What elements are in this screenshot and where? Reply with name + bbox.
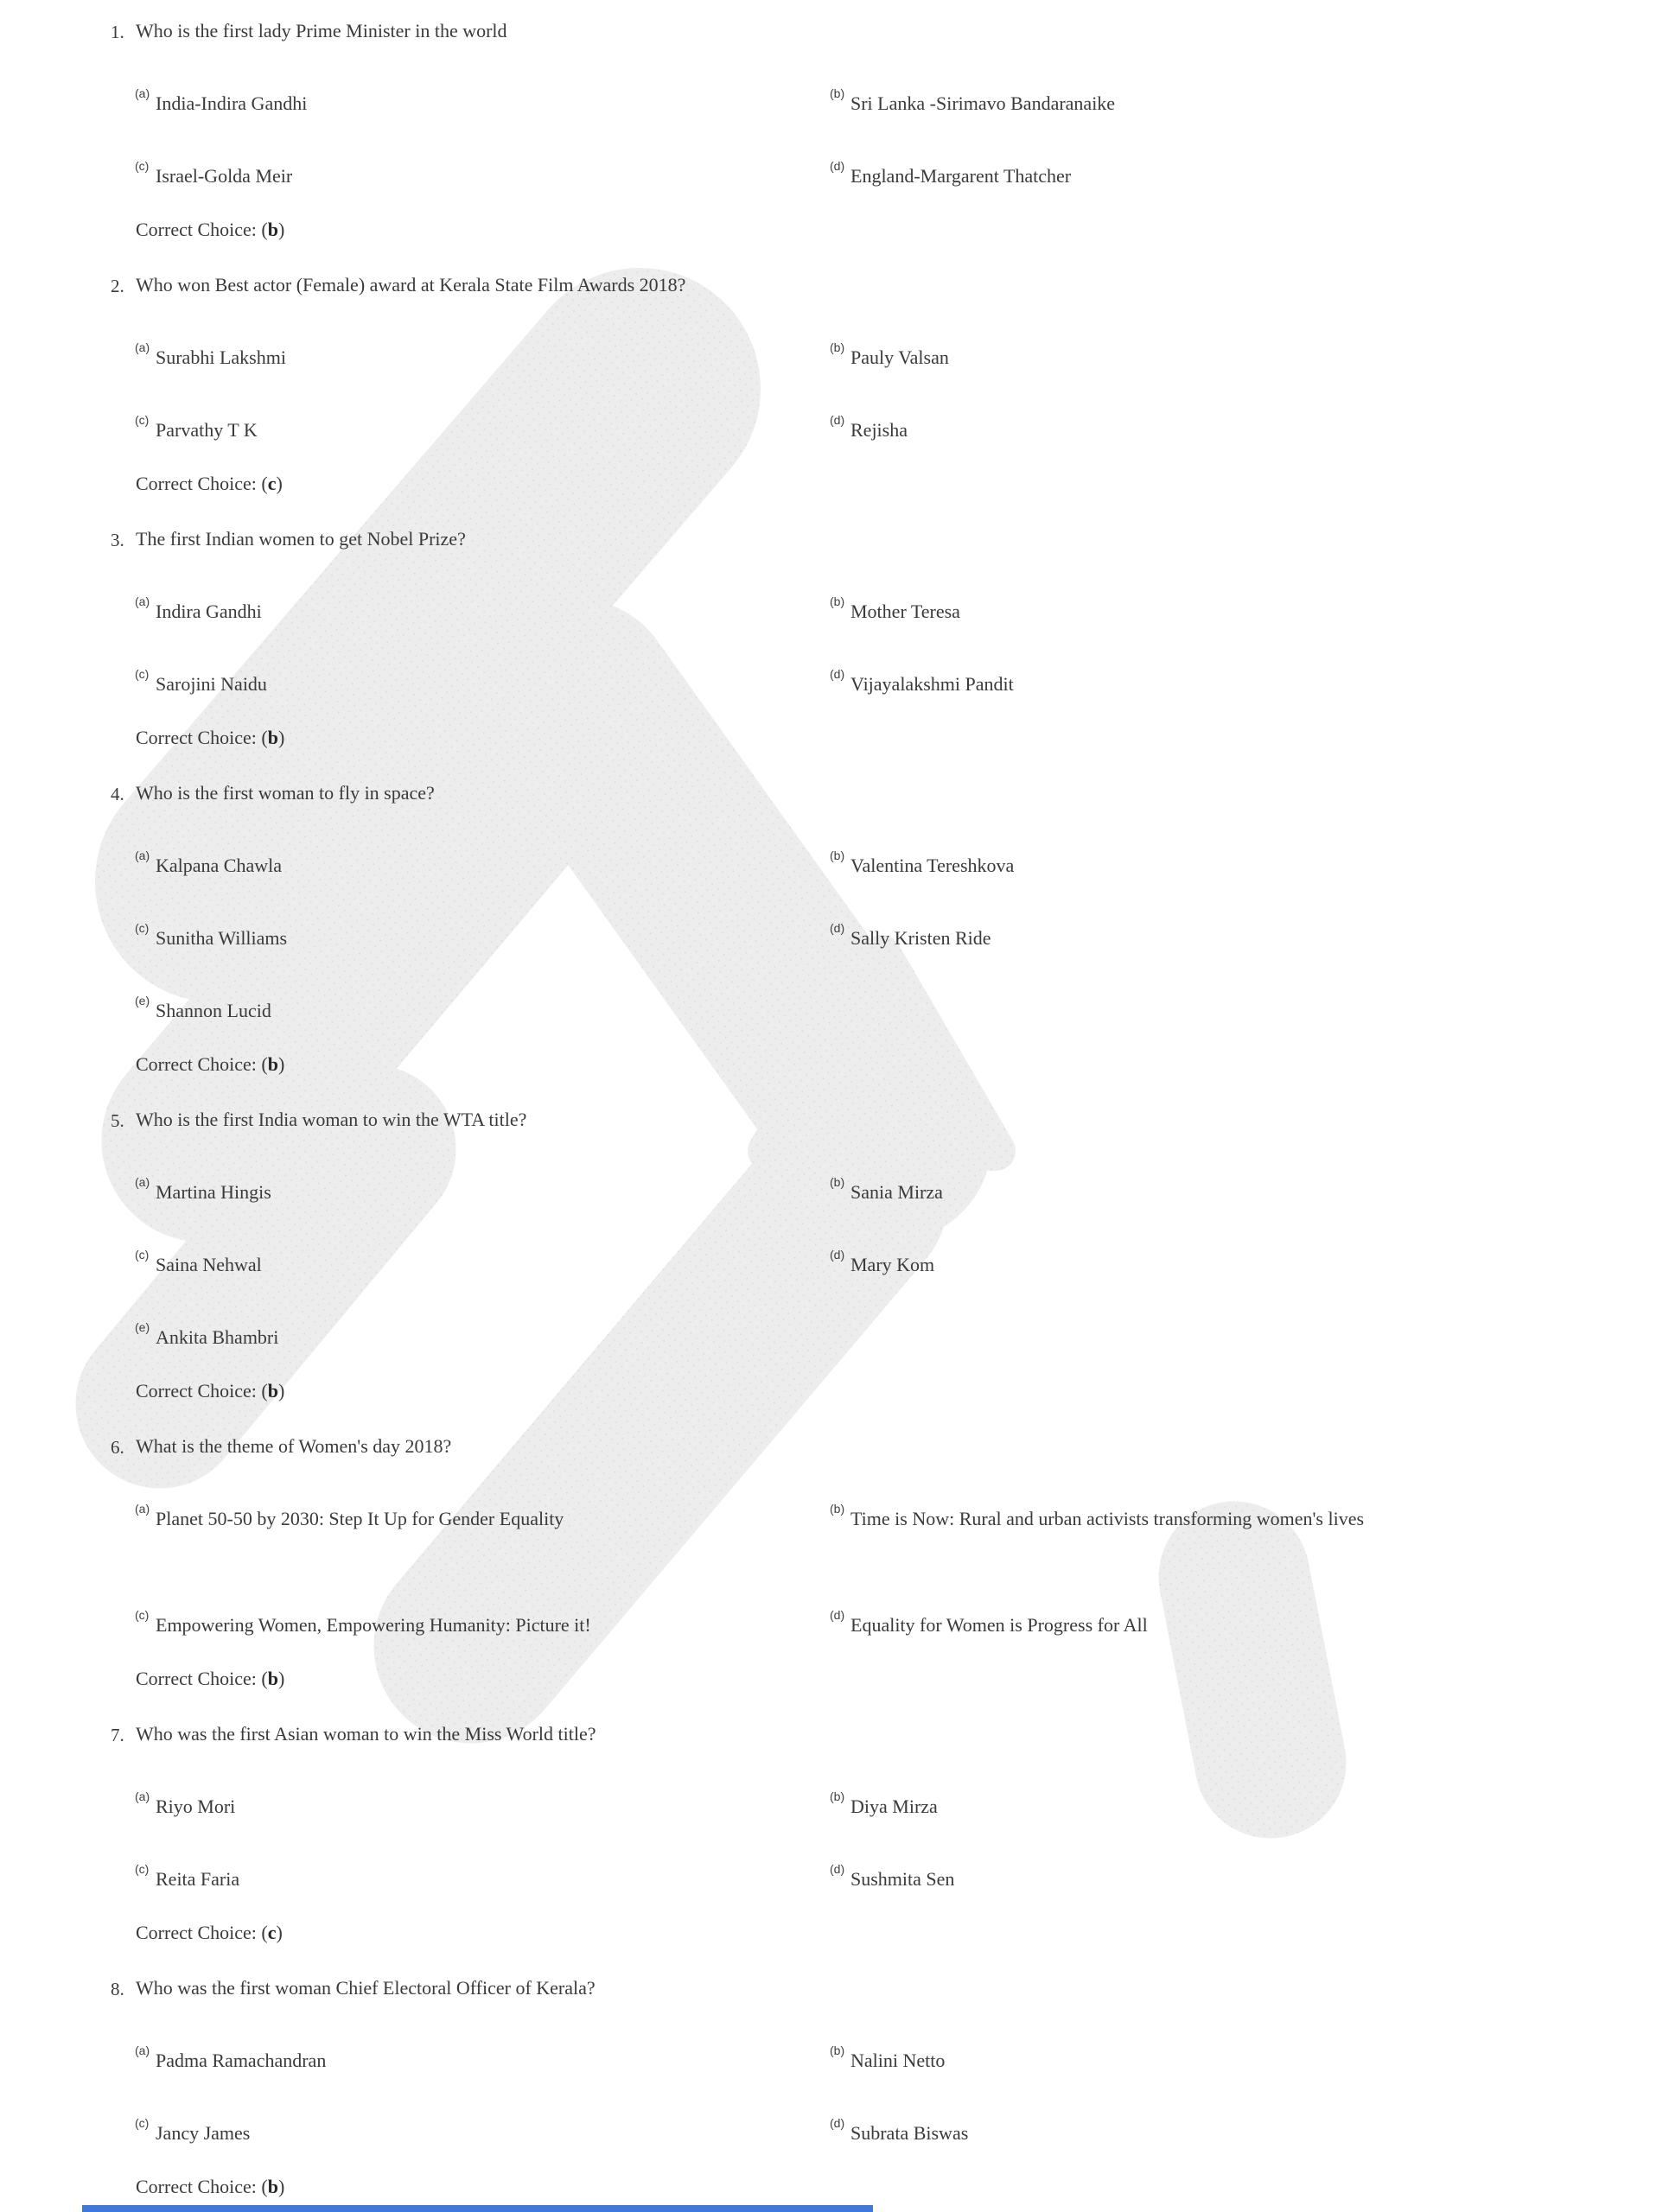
option	[135, 848, 830, 884]
option-row	[135, 848, 1669, 920]
option-label: (e)	[135, 994, 150, 1007]
option	[135, 2043, 830, 2079]
option-text: Subrata Biswas	[850, 2122, 969, 2144]
option-label: (d)	[830, 667, 845, 681]
option	[135, 920, 830, 957]
option-label: (b)	[830, 1789, 845, 1803]
paren-close: )	[277, 2176, 285, 2197]
option	[135, 158, 830, 194]
correct-choice-letter: b	[267, 1380, 278, 1402]
paren-close: )	[277, 1668, 285, 1689]
question-text: What is the theme of Women's day 2018?	[136, 1435, 452, 1457]
option	[135, 993, 830, 1029]
option-text: Rejisha	[850, 419, 908, 441]
option-row	[135, 1174, 1669, 1247]
paren-open: (	[261, 727, 268, 748]
option-row	[135, 594, 1669, 666]
option-text: Jancy James	[156, 2122, 251, 2144]
question	[0, 1107, 1669, 1404]
question-heading	[0, 18, 1669, 45]
option-text: Ankita Bhambri	[156, 1326, 279, 1348]
paren-close: )	[277, 1053, 285, 1075]
option-row	[135, 993, 1669, 1029]
correct-choice-prefix: Correct Choice:	[136, 1380, 262, 1402]
option	[830, 412, 1669, 448]
option-label: (a)	[135, 1175, 150, 1189]
option-text: Pauly Valsan	[850, 346, 949, 368]
option	[135, 1247, 830, 1283]
option-text: Martina Hingis	[156, 1181, 271, 1203]
option-text: England-Margarent Thatcher	[850, 165, 1072, 187]
option-row	[135, 340, 1669, 412]
bottom-accent-bar	[82, 2205, 873, 2212]
option-row	[135, 2115, 1669, 2152]
option	[830, 1607, 1669, 1643]
option-label: (c)	[135, 1248, 150, 1262]
paren-close: )	[277, 727, 285, 748]
option-text: Saina Nehwal	[156, 1254, 262, 1275]
option-label: (b)	[830, 1502, 845, 1516]
option-text: Sri Lanka -Sirimavo Bandaranaike	[850, 92, 1116, 114]
correct-choice-letter: b	[267, 1668, 278, 1689]
question	[0, 526, 1669, 751]
option-label: (a)	[135, 86, 150, 100]
question-heading	[0, 780, 1669, 807]
correct-choice-letter: c	[267, 473, 277, 494]
option	[830, 848, 1669, 884]
option-text: Parvathy T K	[156, 419, 258, 441]
question	[0, 18, 1669, 243]
option	[830, 1789, 1669, 1825]
question	[0, 1721, 1669, 1946]
question-text: The first Indian women to get Nobel Prize?	[136, 528, 466, 550]
correct-choice	[136, 1378, 1669, 1404]
option-text: Israel-Golda Meir	[156, 165, 293, 187]
question	[0, 272, 1669, 497]
options	[0, 594, 1669, 702]
option	[830, 1861, 1669, 1897]
paren-open: (	[261, 1668, 268, 1689]
correct-choice-prefix: Correct Choice:	[136, 2176, 262, 2197]
options	[0, 86, 1669, 194]
option-label: (d)	[830, 1608, 845, 1622]
option	[830, 340, 1669, 376]
option-text: Mary Kom	[850, 1254, 935, 1275]
correct-choice-letter: b	[267, 219, 278, 240]
question-heading	[0, 1433, 1669, 1460]
option-label: (c)	[135, 413, 150, 427]
option-text: Indira Gandhi	[156, 601, 262, 622]
option-label: (c)	[135, 2116, 150, 2130]
correct-choice	[136, 471, 1669, 497]
question-heading	[0, 526, 1669, 553]
option-label: (c)	[135, 1608, 150, 1622]
option-text: Padma Ramachandran	[156, 2050, 327, 2071]
options	[0, 2043, 1669, 2152]
option-row	[135, 1319, 1669, 1356]
option-text: Mother Teresa	[850, 601, 960, 622]
option-row	[135, 920, 1669, 993]
correct-choice-prefix: Correct Choice:	[136, 1053, 262, 1075]
option-text: Vijayalakshmi Pandit	[850, 673, 1014, 695]
question-text: Who was the first Asian woman to win the Miss World title?	[136, 1723, 596, 1745]
question-number: 3.	[111, 530, 124, 550]
paren-close: )	[276, 1922, 283, 1943]
option	[135, 1789, 830, 1825]
correct-choice	[136, 1052, 1669, 1077]
question-number: 5.	[111, 1110, 124, 1131]
option-row	[135, 1861, 1669, 1897]
question-number: 8.	[111, 1979, 124, 1999]
question-heading	[0, 1975, 1669, 2002]
option	[135, 2115, 830, 2152]
question-text: Who won Best actor (Female) award at Kerala State Film Awards 2018?	[136, 274, 686, 296]
options	[0, 340, 1669, 448]
option-label: (c)	[135, 921, 150, 935]
correct-choice-letter: c	[267, 1922, 277, 1943]
question-number: 7.	[111, 1725, 124, 1745]
option	[830, 594, 1669, 630]
question	[0, 1975, 1669, 2200]
option-label: (b)	[830, 594, 845, 608]
option-text: Sania Mirza	[850, 1181, 943, 1203]
option	[830, 2115, 1669, 2152]
option	[135, 1319, 830, 1356]
option	[135, 1174, 830, 1211]
option-label: (d)	[830, 1248, 845, 1262]
option-label: (a)	[135, 340, 150, 354]
option	[135, 340, 830, 376]
option-text: Sushmita Sen	[850, 1868, 955, 1890]
paren-close: )	[276, 473, 283, 494]
option-text: Empowering Women, Empowering Humanity: Picture it!	[156, 1614, 591, 1636]
option-text: Sarojini Naidu	[156, 673, 267, 695]
option-text: Time is Now: Rural and urban activists transforming women's lives	[850, 1508, 1365, 1529]
question-number: 6.	[111, 1437, 124, 1458]
question-text: Who is the first lady Prime Minister in the world	[136, 20, 507, 41]
option	[830, 86, 1669, 122]
options	[0, 848, 1669, 1029]
option	[135, 1861, 830, 1897]
option-text: Diya Mirza	[850, 1796, 938, 1817]
option	[830, 1174, 1669, 1211]
correct-choice-letter: b	[267, 727, 278, 748]
option-label: (d)	[830, 413, 845, 427]
option-label: (b)	[830, 340, 845, 354]
option-row	[135, 1501, 1669, 1607]
option-text: Reita Faria	[156, 1868, 240, 1890]
question-text: Who was the first woman Chief Electoral Officer of Kerala?	[136, 1977, 596, 1999]
option-label: (b)	[830, 86, 845, 100]
option-text: India-Indira Gandhi	[156, 92, 308, 114]
option	[830, 1501, 1669, 1537]
question	[0, 780, 1669, 1077]
option	[135, 594, 830, 630]
question-heading	[0, 1107, 1669, 1134]
option-row	[135, 412, 1669, 448]
option-label: (d)	[830, 921, 845, 935]
correct-choice-prefix: Correct Choice:	[136, 219, 262, 240]
option-label: (a)	[135, 594, 150, 608]
option-label: (c)	[135, 159, 150, 173]
option	[830, 158, 1669, 194]
paren-open: (	[261, 1922, 268, 1943]
option-text: Valentina Tereshkova	[850, 855, 1015, 876]
option-label: (a)	[135, 2044, 150, 2057]
option-text: Sally Kristen Ride	[850, 927, 991, 949]
option	[135, 1501, 830, 1537]
correct-choice-letter: b	[267, 1053, 278, 1075]
question	[0, 1433, 1669, 1692]
question-heading	[0, 272, 1669, 299]
option-label: (a)	[135, 849, 150, 862]
option-label: (a)	[135, 1789, 150, 1803]
option	[135, 1607, 830, 1643]
options	[0, 1174, 1669, 1356]
option	[135, 412, 830, 448]
option-row	[135, 1247, 1669, 1319]
option-label: (a)	[135, 1502, 150, 1516]
option-label: (c)	[135, 1862, 150, 1876]
paren-open: (	[261, 473, 268, 494]
option	[135, 86, 830, 122]
option-row	[135, 1789, 1669, 1861]
question-text: Who is the first woman to fly in space?	[136, 782, 435, 804]
correct-choice	[136, 725, 1669, 751]
option	[830, 2043, 1669, 2079]
options	[0, 1789, 1669, 1897]
option-label: (d)	[830, 159, 845, 173]
option-row	[135, 158, 1669, 194]
question-number: 4.	[111, 784, 124, 804]
option-label: (b)	[830, 2044, 845, 2057]
paren-open: (	[261, 219, 268, 240]
option-text: Sunitha Williams	[156, 927, 288, 949]
option	[135, 666, 830, 702]
correct-choice-prefix: Correct Choice:	[136, 1922, 262, 1943]
option-label: (d)	[830, 1862, 845, 1876]
option	[830, 666, 1669, 702]
option-row	[135, 86, 1669, 158]
option-text: Nalini Netto	[850, 2050, 946, 2071]
correct-choice-letter: b	[267, 2176, 278, 2197]
option-row	[135, 2043, 1669, 2115]
correct-choice-prefix: Correct Choice:	[136, 473, 262, 494]
paren-close: )	[277, 219, 285, 240]
option-text: Kalpana Chawla	[156, 855, 282, 876]
correct-choice	[136, 1666, 1669, 1692]
question-heading	[0, 1721, 1669, 1748]
option-row	[135, 1607, 1669, 1643]
correct-choice	[136, 217, 1669, 243]
option-label: (b)	[830, 1175, 845, 1189]
options	[0, 1501, 1669, 1643]
option-row	[135, 666, 1669, 702]
option-text: Shannon Lucid	[156, 1000, 271, 1021]
correct-choice	[136, 1920, 1669, 1946]
paren-open: (	[261, 1053, 268, 1075]
option-label: (d)	[830, 2116, 845, 2130]
option	[830, 1247, 1669, 1283]
option-label: (e)	[135, 1320, 150, 1334]
option-text: Planet 50-50 by 2030: Step It Up for Gender Equality	[156, 1508, 564, 1529]
option-text: Riyo Mori	[156, 1796, 236, 1817]
option-text: Equality for Women is Progress for All	[850, 1614, 1148, 1636]
correct-choice	[136, 2174, 1669, 2200]
correct-choice-prefix: Correct Choice:	[136, 1668, 262, 1689]
paren-close: )	[277, 1380, 285, 1402]
correct-choice-prefix: Correct Choice:	[136, 727, 262, 748]
option-text: Surabhi Lakshmi	[156, 346, 286, 368]
paren-open: (	[261, 2176, 268, 2197]
question-number: 1.	[111, 22, 124, 42]
question-text: Who is the first India woman to win the WTA title?	[136, 1109, 527, 1130]
question-number: 2.	[111, 276, 124, 296]
option-label: (b)	[830, 849, 845, 862]
option-label: (c)	[135, 667, 150, 681]
option	[830, 920, 1669, 957]
paren-open: (	[261, 1380, 268, 1402]
